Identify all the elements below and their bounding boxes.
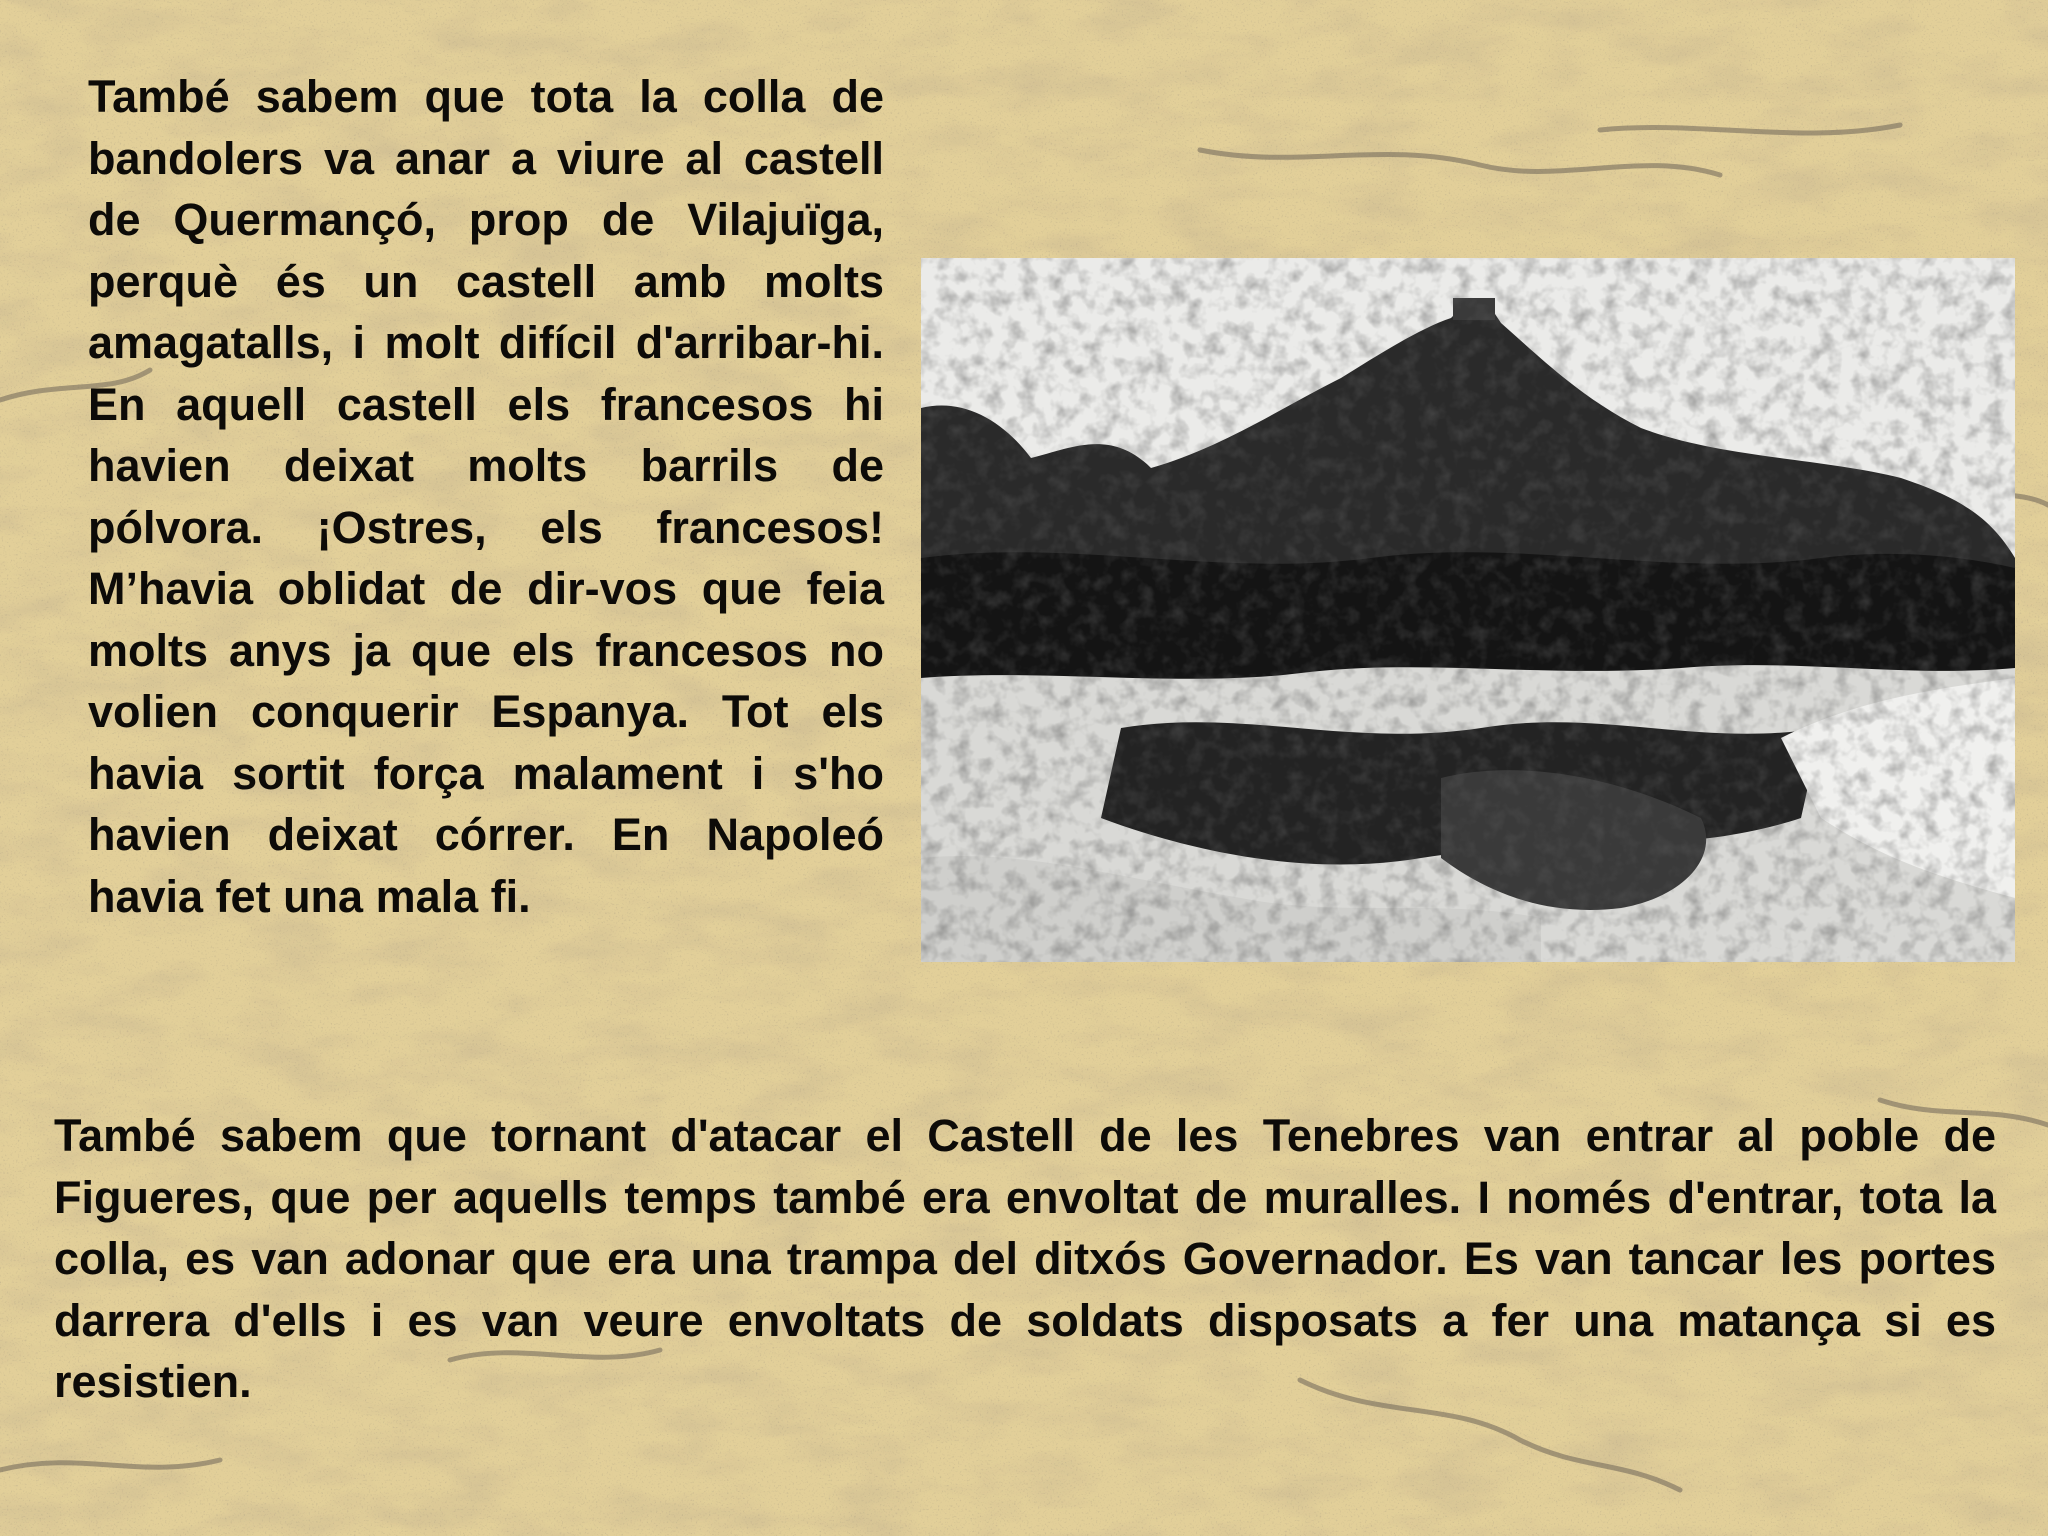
first-paragraph: També sabem que tota la colla de bandolers va anar a viure al castell de Quermançó, prop de Vilajuïga, perquè és un castell amb molts amagatalls, i molt difícil d'arribar-hi. En aquell castell els francesos hi havien deixat molts barrils de pólvora. ¡Ostres, els francesos! M’havia oblidat de dir-vos que feia molts anys ja que els francesos no volien conquerir Espanya. Tot els havia sortit força malament i s'ho havien deixat córrer. En Napoleó havia fet una mala fi. <box>88 71 884 922</box>
second-paragraph: També sabem que tornant d'atacar el Castell de les Tenebres van entrar al poble de Figueres, que per aquells temps també era envoltat de muralles. I només d'entrar, tota la colla, es van adonar que era una trampa del ditxós Governador. Es van tancar les portes darrera d'ells i es van veure envoltats de soldats disposats a fer una matança si es resistien. <box>54 1110 1996 1407</box>
castle-photo <box>921 258 2015 962</box>
